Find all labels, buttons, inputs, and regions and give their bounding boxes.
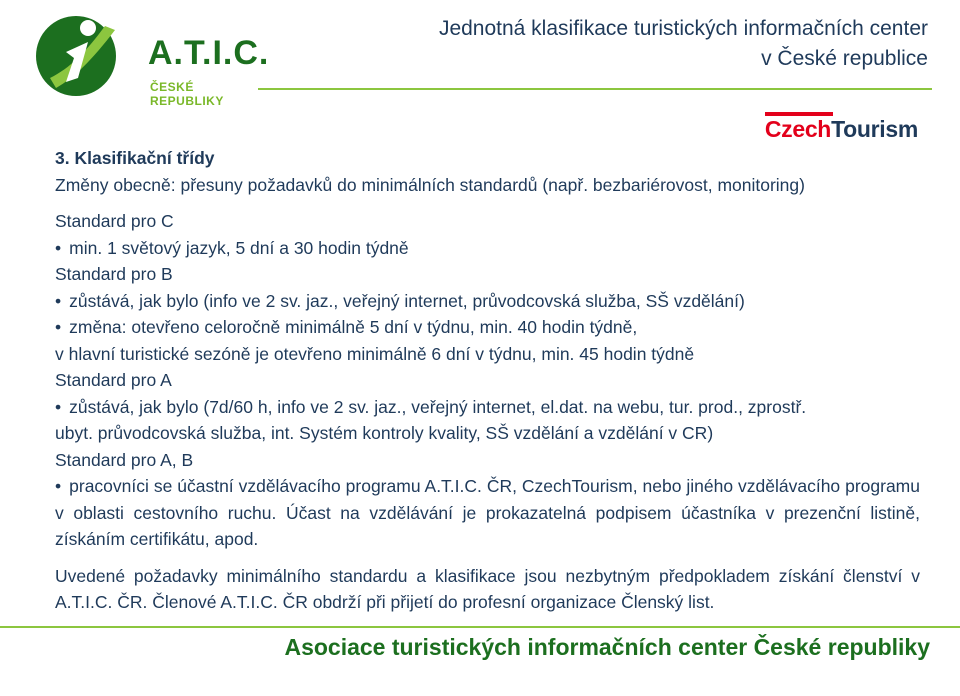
czechtourism-logo: [765, 116, 918, 143]
standard-ab-item: • pracovníci se účastní vzdělávacího programu A.T.I.C. ČR, CzechTourism, nebo jiného vzdělávacího programu v oblasti cestovního ruchu. Účast na vzdělávání je prokazatelná podpisem účastníka v prezenční listině, získáním certifikátu, apod.: [55, 473, 920, 553]
standard-b-item: • změna: otevřeno celoročně minimálně 5 dní v týdnu, min. 40 hodin týdně,: [55, 314, 920, 341]
standard-a-item: • zůstává, jak bylo (7d/60 h, info ve 2 sv. jaz., veřejný internet, el.dat. na webu, tur. prod., zprostř.: [55, 394, 920, 421]
slide-body: [55, 145, 920, 616]
standard-a-title: Standard pro A: [55, 370, 172, 390]
czechtourism-bar-icon: [765, 112, 833, 116]
intro-text: Změny obecně: přesuny požadavků do minimálních standardů (např. bezbariérovost, monitoring): [55, 174, 805, 195]
standard-b-item: • zůstává, jak bylo (info ve 2 sv. jaz., veřejný internet, průvodcovská služba, SŠ vzdělání): [55, 288, 920, 315]
standard-c-title: Standard pro C: [55, 211, 174, 231]
logo-subtitle: ČESKÉ REPUBLIKY: [150, 80, 224, 108]
logo-wordmark: A.T.I.C.: [148, 34, 270, 72]
czechtourism-logo-czech: Czech: [764, 116, 832, 142]
atic-logo: [30, 8, 270, 108]
title-line-1: Jednotná klasifikace turistických informačních center: [438, 17, 928, 40]
standard-b-item-continuation: v hlavní turistické sezóně je otevřeno minimálně 6 dní v týdnu, min. 45 hodin týdně: [55, 343, 695, 364]
spacer: [55, 553, 920, 563]
standard-ab-title: Standard pro A, B: [55, 449, 194, 470]
footer-divider: [0, 626, 960, 628]
footer-organization-name: Asociace turistických informačních center České republiky: [284, 634, 930, 660]
spacer: [55, 198, 920, 208]
standard-b-title: Standard pro B: [55, 264, 173, 284]
closing-paragraph: Uvedené požadavky minimálního standardu a klasifikace jsou nezbytným předpokladem získání členství v A.T.I.C. ČR. Členové A.T.I.C. ČR obdrží při přijetí do profesní organizace Členský list.: [55, 565, 920, 612]
atic-emblem-icon: [30, 8, 130, 104]
page-title: [368, 14, 928, 74]
header-divider: [258, 88, 932, 90]
standard-c-item: • min. 1 světový jazyk, 5 dní a 30 hodin týdně: [55, 235, 920, 262]
standard-a-item-continuation: ubyt. průvodcovská služba, int. Systém kontroly kvality, SŠ vzdělání a vzdělání v CR): [55, 423, 714, 443]
czechtourism-logo-tourism: Tourism: [831, 116, 918, 142]
section-heading: 3. Klasifikační třídy: [55, 148, 215, 168]
title-line-2: v České republice: [761, 47, 928, 70]
